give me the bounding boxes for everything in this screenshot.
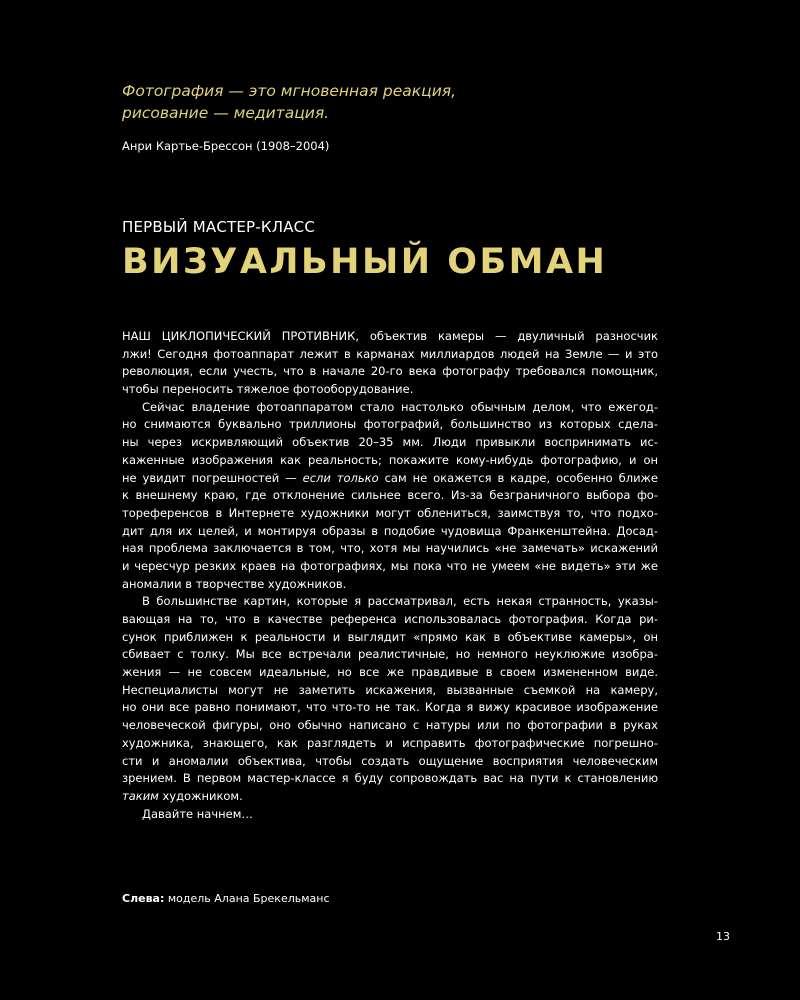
body-line: но они все равно понимают, что что-то не так. Когда я вижу красивое изображение <box>122 700 658 715</box>
caption-text: модель Алана Брекельманс <box>164 892 330 905</box>
body-line <box>122 470 658 488</box>
body-line: художника, знающего, как разглядеть и исправить фотографические погрешно- <box>122 735 658 750</box>
body-line: каженные изображения как реальность; покажите кому-нибудь фотографию, и он <box>122 452 658 467</box>
chapter-kicker: ПЕРВЫЙ МАСТЕР-КЛАСС <box>122 218 316 236</box>
body-line: ны через искривляющий объектив 20–35 мм. Люди привыкли воспринимать ис- <box>122 435 658 450</box>
body-line: и чересчур резких краев на фотографиях, мы пока что не умеем «не видеть» эти же <box>122 558 658 573</box>
image-caption <box>122 891 330 907</box>
body-line: человеческой фигуры, оно обычно написано с натуры или по фотографии в руках <box>122 718 658 733</box>
body-line-emphasis: таким <box>122 788 159 803</box>
body-line: ная проблема заключается в том, что, хотя мы научились «не замечать» искажений <box>122 541 658 556</box>
body-line: чтобы переносить тяжелое фотооборудование. <box>122 382 414 397</box>
body-text <box>122 328 658 823</box>
caption-label: Слева: <box>122 892 165 905</box>
body-line: Неспециалисты могут не заметить искажения, вызванные съемкой на камеру, <box>122 682 658 697</box>
body-line <box>122 788 658 806</box>
body-line: но снимаются буквально триллионы фотографий, большинство из которых сдела- <box>122 417 658 432</box>
body-line: В большинстве картин, которые я рассматривал, есть некая странность, указы- <box>142 594 658 609</box>
body-line: сбивает с толку. Мы все встречали реалистичные, но немного неуклюжие изобра- <box>122 647 658 662</box>
chapter-heading <box>122 216 722 282</box>
body-line: сти и аномалии объектива, чтобы создать ощущение восприятия человеческим <box>122 753 658 768</box>
epigraph <box>122 80 682 154</box>
body-line-segment: не увидит погрешностей — <box>122 470 303 485</box>
body-line: аномалии в творчестве художников. <box>122 576 347 591</box>
epigraph-quote-line: Фотография — это мгновенная реакция, <box>122 82 457 100</box>
body-line: вающая на то, что в качестве референса использовалась фотография. Когда ри- <box>122 612 658 626</box>
body-line: Давайте начнем… <box>142 806 253 821</box>
body-line-segment: художником. <box>158 788 243 803</box>
page-number: 13 <box>716 930 730 943</box>
body-line: лжи! Сегодня фотоаппарат лежит в карманах миллиардов людей на Земле — и это <box>122 346 658 361</box>
body-line-emphasis: если только <box>302 470 379 485</box>
body-line: дит для их целей, и монтируя образы в подобие чудовища Франкенштейна. Досад- <box>122 523 658 538</box>
body-line: сунок приближен к реальности и выглядит «прямо как в объективе камеры», он <box>122 629 658 644</box>
body-line-segment: сам не окажется в кадре, особенно ближе <box>378 470 658 485</box>
body-line: Сейчас владение фотоаппаратом стало настолько обычным делом, что ежегод- <box>142 399 658 414</box>
body-line: зрением. В первом мастер-классе я буду сопровождать вас на пути к становлению <box>122 771 658 786</box>
epigraph-attribution: Анри Картье-Брессон (1908–2004) <box>122 139 330 153</box>
body-line: жения — не совсем идеальные, но все же правдивые в своем измененном виде. <box>122 665 658 680</box>
body-line: НАШ ЦИКЛОПИЧЕСКИЙ ПРОТИВНИК, объектив камеры — двуличный разносчик <box>122 329 658 343</box>
body-line: тореференсов в Интернете художники могут облениться, заимствуя то, что подхо- <box>122 505 658 520</box>
body-line: к внешнему краю, где отклонение сильнее всего. Из-за безграничного выбора фо- <box>122 488 658 503</box>
chapter-title: ВИЗУАЛЬНЫЙ ОБМАН <box>122 242 608 282</box>
epigraph-quote-line: рисование — медитация. <box>122 104 330 122</box>
body-line: революция, если учесть, что в начале 20-го века фотографу требовался помощник, <box>122 364 658 379</box>
